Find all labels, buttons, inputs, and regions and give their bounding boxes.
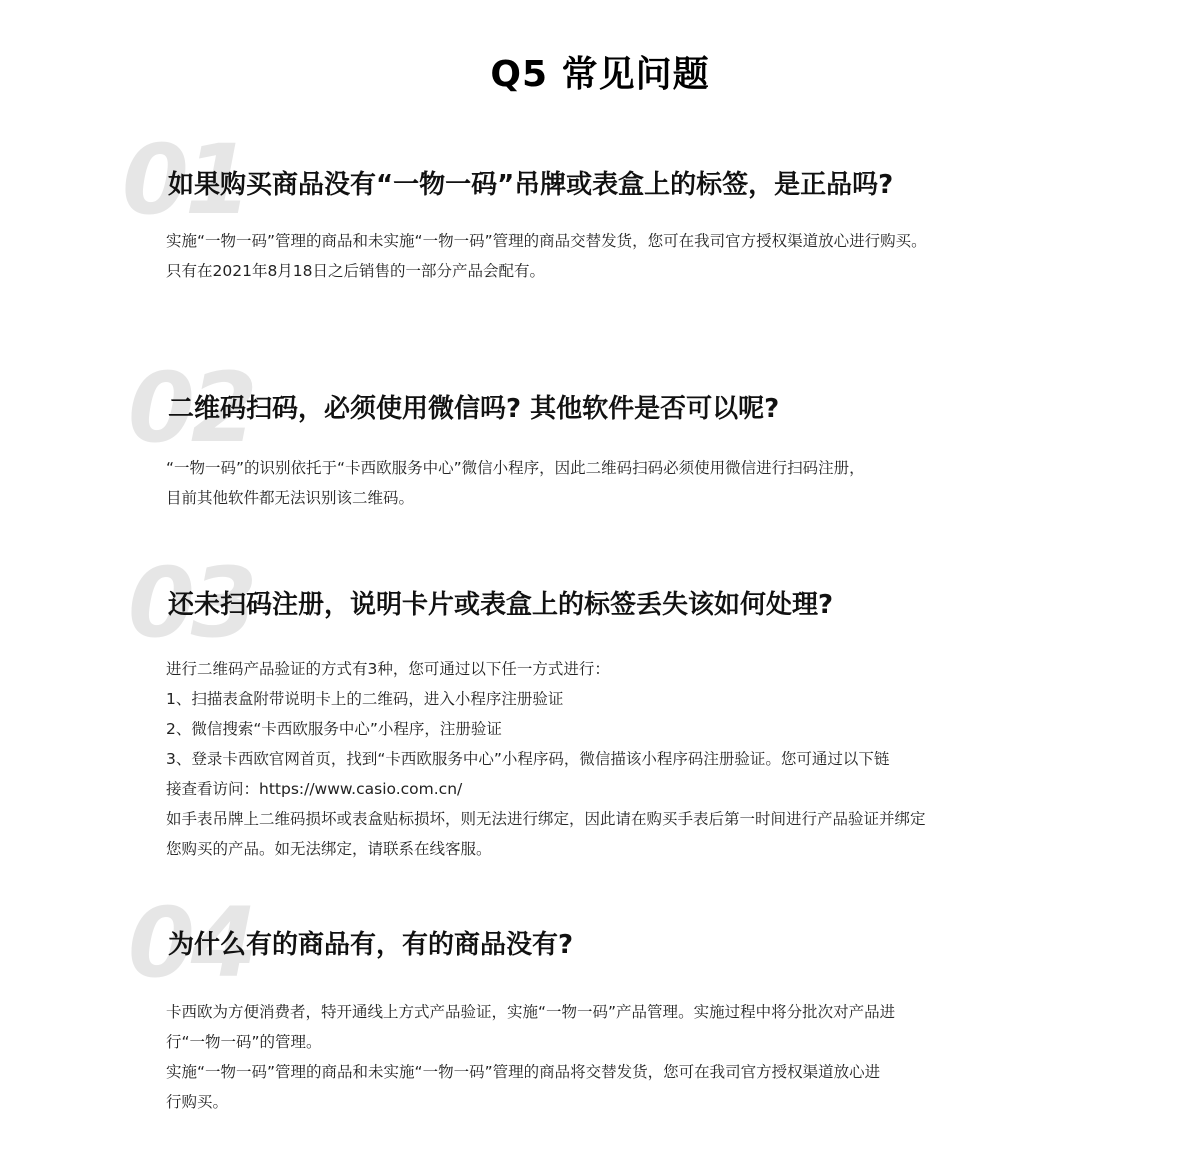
faq-answer-2 bbox=[166, 453, 996, 513]
faq-answer-3-line-3: 2、微信搜索“卡西欧服务中心”小程序，注册验证 bbox=[166, 720, 502, 738]
faq-answer-1-line-1: 实施“一物一码”管理的商品和未实施“一物一码”管理的商品交替发货，您可在我司官方授权渠道放心进行购买。 bbox=[166, 232, 927, 250]
faq-answer-3-line-7: 您购买的产品。如无法绑定，请联系在线客服。 bbox=[166, 840, 492, 858]
faq-number-4: 04 bbox=[128, 887, 254, 999]
faq-answer-4-line-2: 行“一物一码”的管理。 bbox=[166, 1033, 322, 1051]
faq-answer-3-line-5: 接查看访问：https://www.casio.com.cn/ bbox=[166, 780, 463, 798]
faq-answer-1 bbox=[166, 226, 996, 286]
faq-answer-2-line-1: “一物一码”的识别依托于“卡西欧服务中心”微信小程序，因此二维码扫码必须使用微信进行扫码注册， bbox=[166, 459, 865, 477]
faq-answer-3 bbox=[166, 654, 996, 864]
faq-answer-4-line-3: 实施“一物一码”管理的商品和未实施“一物一码”管理的商品将交替发货，您可在我司官方授权渠道放心进 bbox=[166, 1063, 881, 1081]
faq-number-3: 03 bbox=[128, 547, 254, 659]
faq-answer-2-line-2: 目前其他软件都无法识别该二维码。 bbox=[166, 489, 415, 507]
faq-number-2: 02 bbox=[128, 352, 254, 464]
faq-question-2: 二维码扫码，必须使用微信吗? 其他软件是否可以呢? bbox=[168, 394, 780, 424]
faq-answer-1-line-2: 只有在2021年8月18日之后销售的一部分产品会配有。 bbox=[166, 262, 546, 280]
faq-question-1: 如果购买商品没有“一物一码”吊牌或表盒上的标签，是正品吗? bbox=[168, 170, 894, 200]
faq-answer-3-line-2: 1、扫描表盒附带说明卡上的二维码，进入小程序注册验证 bbox=[166, 690, 564, 708]
faq-question-3: 还未扫码注册，说明卡片或表盒上的标签丢失该如何处理? bbox=[168, 590, 834, 620]
faq-answer-4 bbox=[166, 997, 996, 1117]
faq-answer-3-line-1: 进行二维码产品验证的方式有3种，您可通过以下任一方式进行： bbox=[166, 660, 610, 678]
faq-answer-3-line-4: 3、登录卡西欧官网首页，找到“卡西欧服务中心”小程序码，微信描该小程序码注册验证。您可通过以下链 bbox=[166, 750, 890, 768]
page-title: Q5 常见问题 bbox=[490, 54, 710, 95]
faq-answer-4-line-1: 卡西欧为方便消费者，特开通线上方式产品验证，实施“一物一码”产品管理。实施过程中将分批次对产品进 bbox=[166, 1003, 896, 1021]
faq-number-1: 01 bbox=[122, 124, 248, 236]
faq-answer-4-line-4: 行购买。 bbox=[166, 1093, 229, 1111]
faq-answer-3-line-6: 如手表吊牌上二维码损坏或表盒贴标损坏，则无法进行绑定，因此请在购买手表后第一时间进行产品验证并绑定 bbox=[166, 810, 926, 828]
faq-question-4: 为什么有的商品有，有的商品没有? bbox=[168, 930, 574, 960]
